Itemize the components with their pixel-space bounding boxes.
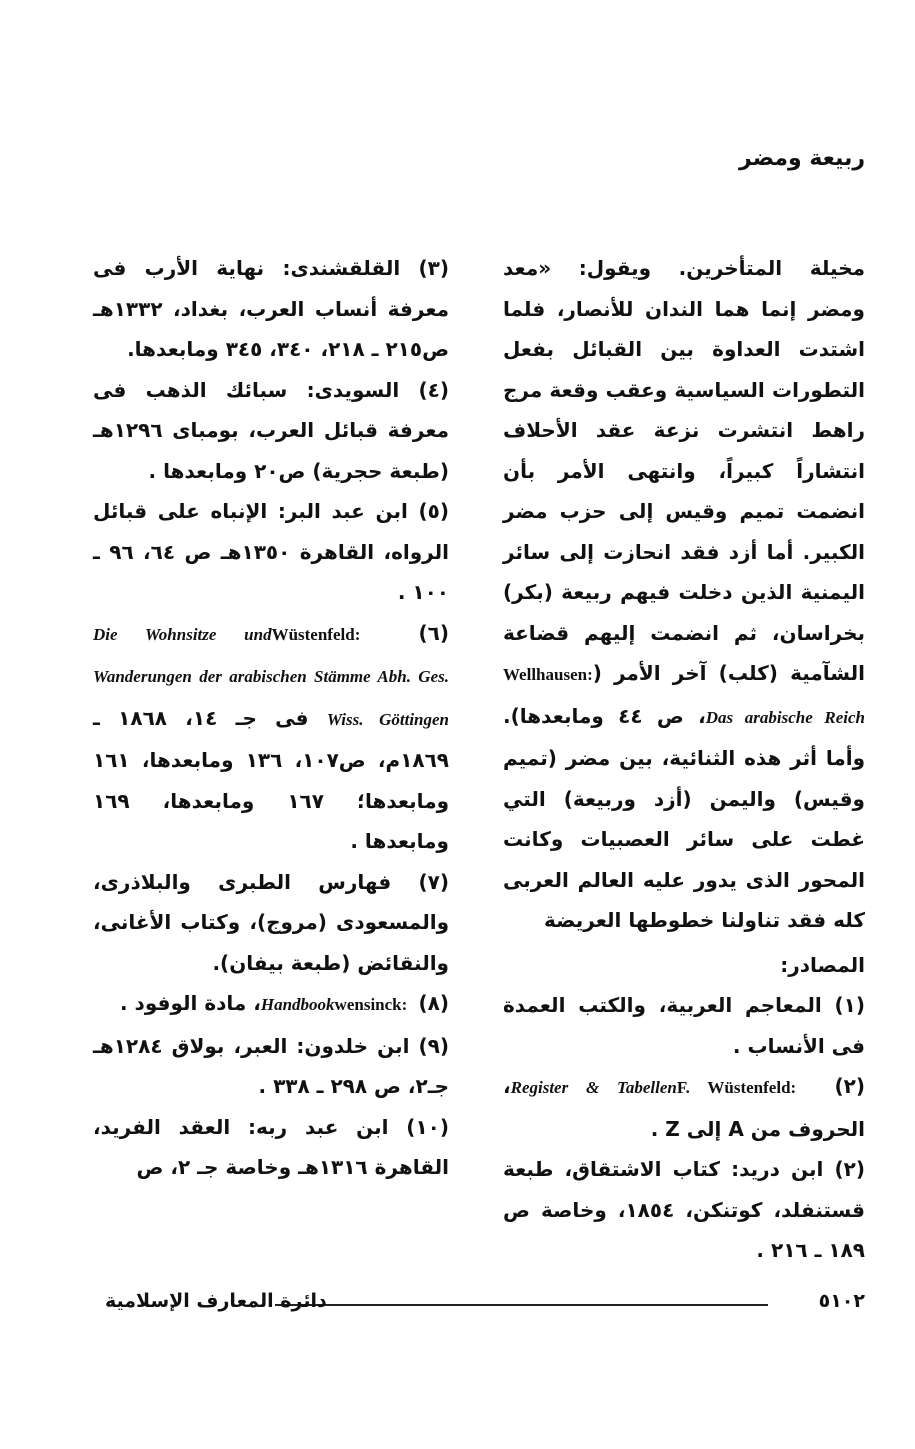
source-suffix: فى جـ ١٤، ١٨٦٨ ـ ١٨٦٩م، ص١٠٧، ١٣٦ ومابعدها، ١٦١ ومابعدها؛ ١٦٧ ومابعدها، ١٦٩ ومابعدها .	[93, 705, 450, 853]
sources-heading: المصادر:	[780, 952, 865, 977]
latin-author: wensinck:	[334, 995, 412, 1014]
source-entry: (٩) ابن خلدون: العبر، بولاق ١٢٨٤هـ جـ٢، ص ٢٩٨ ـ ٣٣٨ .	[93, 1033, 449, 1098]
source-entry	[93, 613, 449, 862]
source-suffix: ، الحروف من A إلى Z .	[503, 1074, 865, 1141]
body-text-part-1: مخيلة المتأخرين. ويقول: «معد ومضر إنما هما الندان للأنصار، فلما اشتدت العداوة بين القبائل بفعل التطورات السياسية وعقب وقعة مرج راهط انتشرت نزعة عقد الأحلاف انتشاراً كبيراً، وانتهى الأمر بأن انضمت تميم وقيس إلى حزب مضر الكبير. أما أزد فقد انحازت إلى سائر اليمنية الذين دخلت فيهم ربيعة (بكر) بخراسان، ثم انضمت إليهم قضاعة الشآمية (كلب) آخر الأمر (	[503, 256, 865, 685]
source-number: (٦)	[388, 620, 450, 645]
footer-divider	[275, 1304, 768, 1306]
latin-title: Register & Tabellen	[510, 1078, 677, 1097]
latin-author: Wüstenfeld:	[271, 624, 389, 644]
right-column	[503, 248, 865, 1271]
source-entry: (١) المعاجم العربية، والكتب العمدة فى الأنساب .	[503, 993, 865, 1058]
running-title: ربيعة ومضر	[739, 146, 865, 171]
latin-author: Wellhausen:	[503, 665, 593, 684]
source-number: (٢)	[813, 1074, 865, 1098]
page-number: ٥١٠٢	[818, 1290, 865, 1312]
source-entry: (٤) السويدى: سبائك الذهب فى معرفة قبائل العرب، بومباى ١٢٩٦هـ (طبعة حجرية) ص٢٠ ومابعدها .	[93, 377, 449, 483]
latin-title: Das arabische Reich	[705, 707, 865, 727]
publication-title: دائرة المعارف الإسلامية	[105, 1290, 327, 1312]
latin-author: F. Wüstenfeld:	[676, 1078, 814, 1097]
source-entry: (٣) القلقشندى: نهاية الأرب فى معرفة أنساب العرب، بغداد، ١٣٣٢هـ ص٢١٥ ـ ٢١٨، ٣٤٠، ٣٤٥ ومابعدها.	[93, 256, 449, 361]
source-number: (٨)	[411, 991, 449, 1015]
source-entry: (٧) فهارس الطبرى والبلاذرى، والمسعودى (مروج)، وكتاب الأغانى، والنقائض (طبعة بيفان).	[93, 869, 449, 975]
latin-title: Die Wohnsitze und Wanderungen der arabischen Stämme Abh. Ges. Wiss. Göttingen	[93, 624, 449, 729]
latin-title: Handbook	[260, 995, 335, 1014]
source-entry: (٥) ابن عبد البر: الإنباه على قبائل الرواه، القاهرة ١٣٥٠هـ ص ٦٤، ٩٦ ـ ١٠٠ .	[93, 499, 449, 604]
body-text-part-2: ، ص ٤٤ ومابعدها). وأما أثر هذه الثنائية، بين مضر (تميم وقيس) واليمن (أزد وربيعة) التي غطت على سائر العصبيات وكانت المحور الذى يدور عليه العالم العربى كله فقد تناولنا خطوطها العريضة	[503, 703, 865, 932]
source-suffix: ، مادة الوفود .	[120, 991, 261, 1015]
source-entry: (٢) ابن دريد: كتاب الاشتقاق، طبعة قستنفلد، كوتنكن، ١٨٥٤، وخاصة ص ١٨٩ ـ ٢١٦ .	[503, 1157, 865, 1262]
left-column	[93, 248, 449, 1188]
page-footer	[105, 1290, 865, 1318]
source-entry	[93, 983, 449, 1026]
source-entry	[503, 1066, 865, 1149]
article-body-paragraph	[503, 248, 865, 941]
source-entry: (١٠) ابن عبد ربه: العقد الفريد، القاهرة ١٣١٦هـ وخاصة جـ ٢، ص	[93, 1114, 449, 1179]
